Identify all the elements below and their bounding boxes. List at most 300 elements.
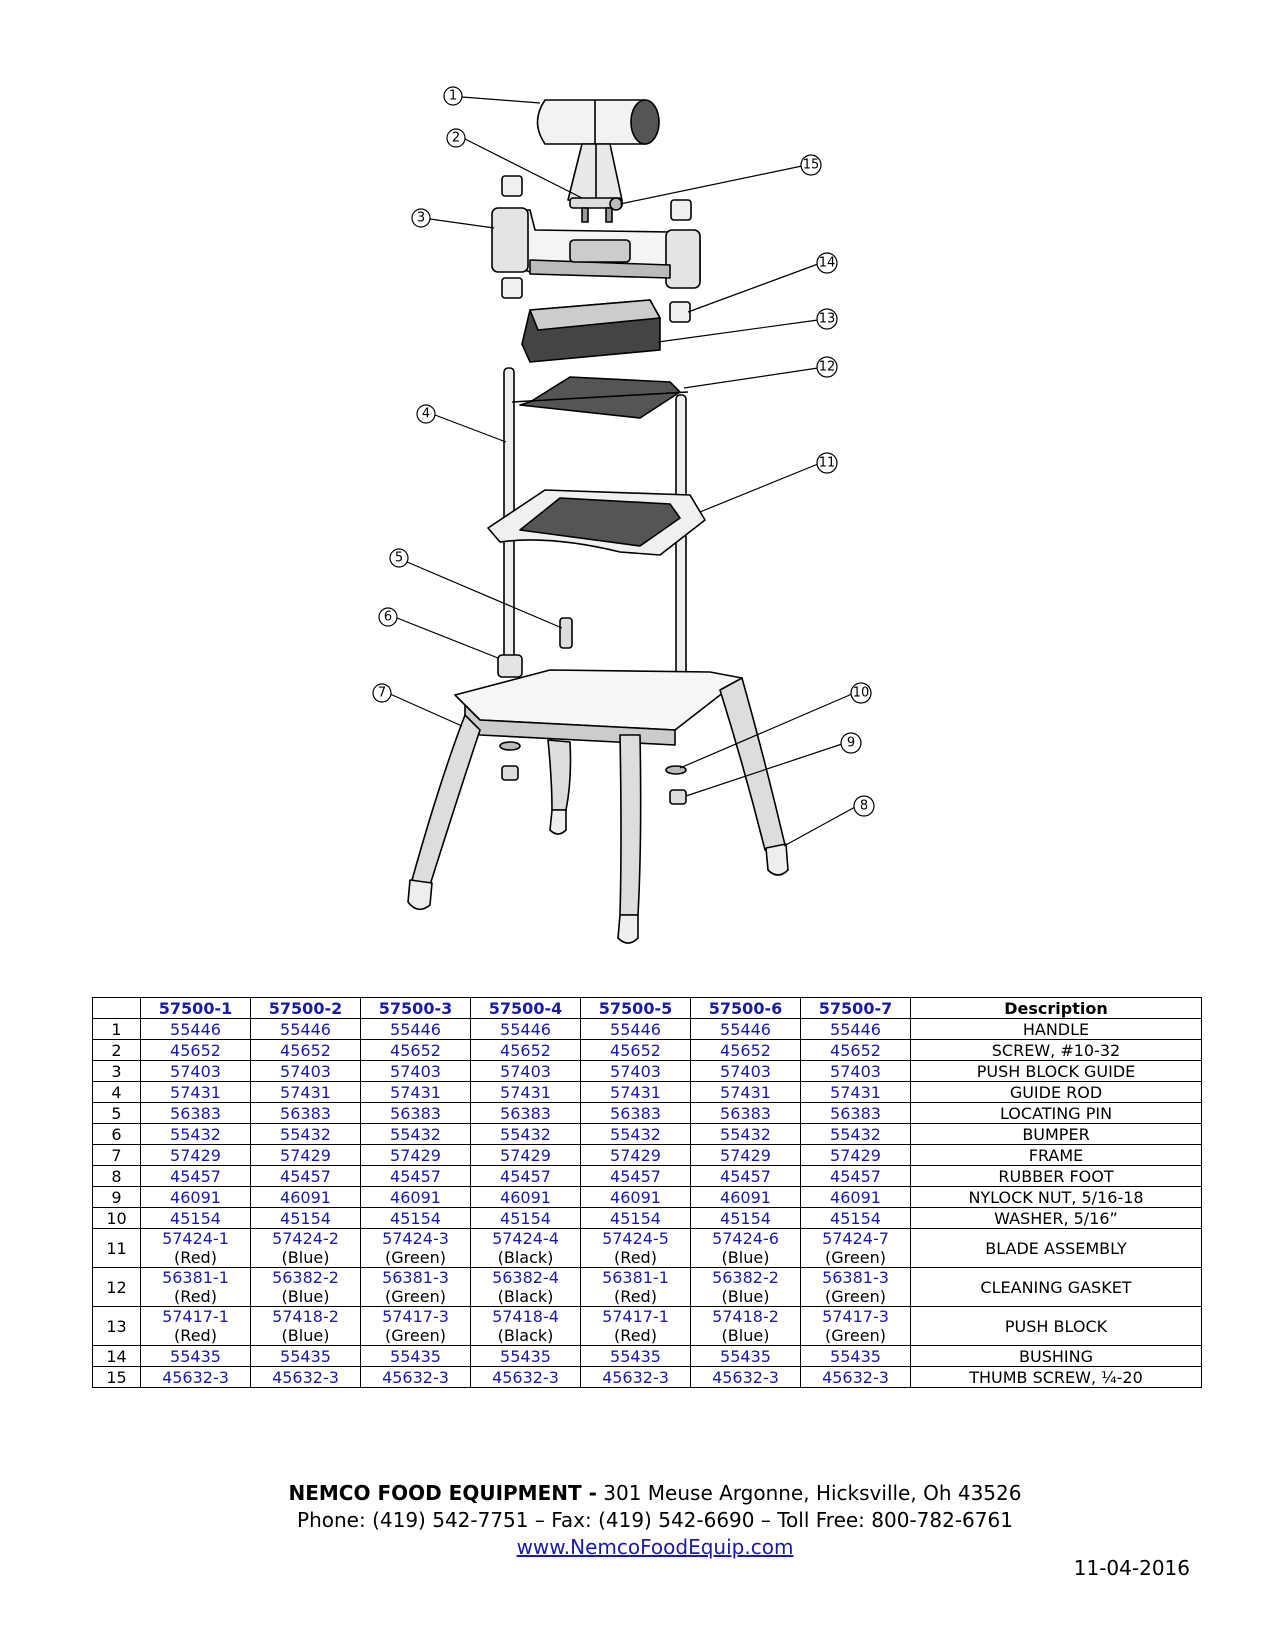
part-number-cell: [691, 1166, 801, 1187]
part-number-cell: [691, 1229, 801, 1268]
part-color: (Green): [385, 1287, 446, 1306]
part-number: 45652: [170, 1040, 221, 1060]
bumper-part: [498, 655, 522, 677]
model-column-header: 57500-4: [471, 998, 581, 1019]
part-color: (Red): [174, 1248, 217, 1267]
part-number-cell: [801, 1229, 911, 1268]
description-cell: RUBBER FOOT: [911, 1166, 1202, 1187]
part-number: 57417-3: [822, 1307, 889, 1326]
part-number-cell: [581, 1208, 691, 1229]
description-cell: HANDLE: [911, 1019, 1202, 1040]
part-number: 55446: [720, 1019, 771, 1039]
part-number: 55435: [720, 1346, 771, 1366]
item-number-cell: 8: [93, 1166, 141, 1187]
description-cell: GUIDE ROD: [911, 1082, 1202, 1103]
part-number-cell: [581, 1061, 691, 1082]
part-color: (Blue): [281, 1326, 330, 1345]
callout-label: 15: [802, 157, 820, 173]
part-number: 45457: [830, 1166, 881, 1186]
part-number: 57403: [500, 1061, 551, 1081]
part-color: (Blue): [721, 1287, 770, 1306]
part-number-cell: [581, 1187, 691, 1208]
part-number: 57424-1: [162, 1229, 229, 1248]
model-column-header: 57500-7: [801, 998, 911, 1019]
part-number: 45457: [390, 1166, 441, 1186]
part-number-cell: [471, 1367, 581, 1388]
item-number-cell: 3: [93, 1061, 141, 1082]
callout-label: 8: [859, 798, 869, 814]
company-name: NEMCO FOOD EQUIPMENT -: [288, 1481, 597, 1505]
description-cell: PUSH BLOCK GUIDE: [911, 1061, 1202, 1082]
part-number: 57429: [830, 1145, 881, 1165]
part-number: 57429: [170, 1145, 221, 1165]
part-number-cell: [691, 1367, 801, 1388]
part-number: 57424-3: [382, 1229, 449, 1248]
part-number: 45652: [830, 1040, 881, 1060]
part-number-cell: [141, 1268, 251, 1307]
part-number: 56382-2: [272, 1268, 339, 1287]
description-cell: BLADE ASSEMBLY: [911, 1229, 1202, 1268]
website-link[interactable]: www.NemcoFoodEquip.com: [516, 1535, 794, 1559]
part-number-cell: [361, 1229, 471, 1268]
part-number-cell: [691, 1103, 801, 1124]
part-number-cell: [251, 1208, 361, 1229]
description-cell: THUMB SCREW, ¼-20: [911, 1367, 1202, 1388]
part-number: 45632-3: [492, 1367, 559, 1387]
description-cell: PUSH BLOCK: [911, 1307, 1202, 1346]
part-color: (Black): [497, 1326, 554, 1345]
part-number-cell: [251, 1082, 361, 1103]
part-number-cell: [471, 1145, 581, 1166]
exploded-parts-diagram: [370, 80, 890, 960]
part-number: 55432: [170, 1124, 221, 1144]
part-number-cell: [471, 1103, 581, 1124]
part-number: 55446: [830, 1019, 881, 1039]
part-number: 45652: [610, 1040, 661, 1060]
part-number-cell: [581, 1145, 691, 1166]
callout-label: 3: [416, 210, 426, 226]
part-number-cell: [251, 1166, 361, 1187]
part-number: 46091: [280, 1187, 331, 1207]
part-number: 45652: [500, 1040, 551, 1060]
part-number: 56381-1: [162, 1268, 229, 1287]
part-color: (Red): [614, 1248, 657, 1267]
part-number-cell: [361, 1124, 471, 1145]
part-number: 45154: [830, 1208, 881, 1228]
part-number-cell: [251, 1040, 361, 1061]
nylock-nut-parts: [502, 766, 686, 804]
part-number-cell: [801, 1346, 911, 1367]
item-number-cell: 15: [93, 1367, 141, 1388]
part-number: 45457: [610, 1166, 661, 1186]
part-number: 45632-3: [272, 1367, 339, 1387]
part-number-cell: [471, 1307, 581, 1346]
table-row: [93, 1103, 1202, 1124]
part-number-cell: [361, 1061, 471, 1082]
item-number-cell: 10: [93, 1208, 141, 1229]
part-number-cell: [801, 1019, 911, 1040]
part-number: 45457: [500, 1166, 551, 1186]
callout-label: 9: [846, 735, 856, 751]
item-number-cell: 12: [93, 1268, 141, 1307]
part-number: 46091: [390, 1187, 441, 1207]
part-number-cell: [471, 1082, 581, 1103]
part-number-cell: [471, 1124, 581, 1145]
item-number-cell: 6: [93, 1124, 141, 1145]
part-number-cell: [471, 1208, 581, 1229]
part-number: 45652: [390, 1040, 441, 1060]
part-color: (Blue): [721, 1326, 770, 1345]
part-number-cell: [141, 1103, 251, 1124]
part-number: 57429: [500, 1145, 551, 1165]
part-number: 55432: [720, 1124, 771, 1144]
part-number-cell: [141, 1040, 251, 1061]
part-number: 57403: [720, 1061, 771, 1081]
part-number: 57431: [830, 1082, 881, 1102]
callout-label: 13: [818, 311, 836, 327]
part-number: 57429: [280, 1145, 331, 1165]
table-row: [93, 1268, 1202, 1307]
table-row: [93, 1229, 1202, 1268]
part-number: 57431: [390, 1082, 441, 1102]
part-number-cell: [801, 1208, 911, 1229]
part-number: 56381-3: [822, 1268, 889, 1287]
part-number-cell: [691, 1208, 801, 1229]
part-number-cell: [141, 1082, 251, 1103]
part-color: (Blue): [281, 1248, 330, 1267]
document-date: 11-04-2016: [1073, 1556, 1190, 1580]
part-number: 57418-2: [272, 1307, 339, 1326]
part-number-cell: [581, 1268, 691, 1307]
callout-label: 10: [852, 685, 870, 701]
part-number-cell: [251, 1145, 361, 1166]
part-number-cell: [471, 1187, 581, 1208]
part-number-cell: [801, 1268, 911, 1307]
table-row: [93, 1208, 1202, 1229]
part-number-cell: [141, 1187, 251, 1208]
part-number: 45154: [720, 1208, 771, 1228]
part-number-cell: [581, 1019, 691, 1040]
table-row: [93, 1061, 1202, 1082]
part-number: 57424-5: [602, 1229, 669, 1248]
part-number: 55446: [500, 1019, 551, 1039]
part-number-cell: [801, 1061, 911, 1082]
part-color: (Green): [825, 1248, 886, 1267]
part-number: 46091: [170, 1187, 221, 1207]
description-cell: BUSHING: [911, 1346, 1202, 1367]
part-number-cell: [361, 1103, 471, 1124]
part-number: 57417-1: [602, 1307, 669, 1326]
part-number-cell: [691, 1082, 801, 1103]
part-number: 56383: [610, 1103, 661, 1123]
item-number-cell: 4: [93, 1082, 141, 1103]
part-number-cell: [801, 1187, 911, 1208]
part-number-cell: [691, 1124, 801, 1145]
model-column-header: 57500-1: [141, 998, 251, 1019]
part-number: 57431: [500, 1082, 551, 1102]
part-number-cell: [361, 1268, 471, 1307]
description-cell: WASHER, 5/16”: [911, 1208, 1202, 1229]
part-number: 55446: [610, 1019, 661, 1039]
part-number: 57431: [610, 1082, 661, 1102]
part-number-cell: [471, 1061, 581, 1082]
part-number: 57429: [610, 1145, 661, 1165]
part-number: 57431: [170, 1082, 221, 1102]
part-number: 45457: [720, 1166, 771, 1186]
washer-parts: [500, 742, 686, 774]
part-number: 45632-3: [602, 1367, 669, 1387]
part-number: 45652: [720, 1040, 771, 1060]
part-number-cell: [251, 1367, 361, 1388]
part-number-cell: [361, 1019, 471, 1040]
part-number-cell: [251, 1124, 361, 1145]
part-number-cell: [691, 1307, 801, 1346]
part-number: 46091: [720, 1187, 771, 1207]
part-number: 55446: [280, 1019, 331, 1039]
blade-assembly-part: [488, 490, 705, 555]
part-number: 57403: [170, 1061, 221, 1081]
locating-pin-part: [560, 618, 572, 648]
part-number: 55435: [280, 1346, 331, 1366]
part-number-cell: [141, 1145, 251, 1166]
part-color: (Black): [497, 1248, 554, 1267]
table-row: [93, 1082, 1202, 1103]
part-number-cell: [361, 1307, 471, 1346]
callout-label: 4: [421, 406, 431, 422]
part-color: (Red): [614, 1287, 657, 1306]
part-number: 57417-3: [382, 1307, 449, 1326]
description-cell: SCREW, #10-32: [911, 1040, 1202, 1061]
part-number: 56381-1: [602, 1268, 669, 1287]
description-cell: FRAME: [911, 1145, 1202, 1166]
part-number-cell: [141, 1124, 251, 1145]
part-number: 45154: [610, 1208, 661, 1228]
part-number: 56383: [280, 1103, 331, 1123]
part-color: (Black): [497, 1287, 554, 1306]
part-number: 57424-7: [822, 1229, 889, 1248]
part-number-cell: [801, 1103, 911, 1124]
part-number-cell: [581, 1082, 691, 1103]
part-number: 57429: [720, 1145, 771, 1165]
part-number-cell: [801, 1124, 911, 1145]
part-color: (Red): [614, 1326, 657, 1345]
part-number-cell: [141, 1229, 251, 1268]
part-number-cell: [141, 1367, 251, 1388]
part-color: (Green): [825, 1326, 886, 1345]
part-number: 55435: [170, 1346, 221, 1366]
part-number: 55435: [500, 1346, 551, 1366]
part-number: 57403: [280, 1061, 331, 1081]
model-column-header: 57500-2: [251, 998, 361, 1019]
item-number-cell: 5: [93, 1103, 141, 1124]
part-number-cell: [471, 1268, 581, 1307]
table-row: [93, 1019, 1202, 1040]
description-cell: CLEANING GASKET: [911, 1268, 1202, 1307]
model-column-header: 57500-3: [361, 998, 471, 1019]
footer-contact-line: Phone: (419) 542-7751 – Fax: (419) 542-6690 – Toll Free: 800-782-6761: [297, 1508, 1013, 1532]
part-number-cell: [361, 1367, 471, 1388]
part-number-cell: [361, 1145, 471, 1166]
item-number-cell: 14: [93, 1346, 141, 1367]
part-number: 57403: [610, 1061, 661, 1081]
table-row: [93, 1145, 1202, 1166]
part-number: 57417-1: [162, 1307, 229, 1326]
part-number-cell: [141, 1166, 251, 1187]
callout-label: 2: [451, 130, 461, 146]
part-number: 55432: [280, 1124, 331, 1144]
part-number: 55432: [830, 1124, 881, 1144]
part-number-cell: [581, 1346, 691, 1367]
part-number: 45652: [280, 1040, 331, 1060]
description-column-header: Description: [911, 998, 1202, 1019]
part-number-cell: [141, 1307, 251, 1346]
part-number: 45632-3: [822, 1367, 889, 1387]
part-number: 56383: [720, 1103, 771, 1123]
table-row: [93, 1040, 1202, 1061]
part-number-cell: [691, 1268, 801, 1307]
part-number: 57403: [390, 1061, 441, 1081]
part-number: 45154: [170, 1208, 221, 1228]
table-header-row: [93, 998, 1202, 1019]
part-number: 45457: [170, 1166, 221, 1186]
part-number: 56383: [390, 1103, 441, 1123]
part-number-cell: [581, 1307, 691, 1346]
table-row: [93, 1346, 1202, 1367]
part-number: 57403: [830, 1061, 881, 1081]
part-number-cell: [471, 1019, 581, 1040]
part-number-cell: [581, 1229, 691, 1268]
part-number: 55435: [390, 1346, 441, 1366]
part-number: 45154: [280, 1208, 331, 1228]
part-number: 57429: [390, 1145, 441, 1165]
part-number: 55446: [390, 1019, 441, 1039]
cleaning-gasket-part: [512, 377, 688, 418]
part-number: 46091: [500, 1187, 551, 1207]
callout-label: 12: [818, 359, 836, 375]
part-number-cell: [471, 1346, 581, 1367]
callout-label: 11: [818, 455, 836, 471]
part-number-cell: [691, 1145, 801, 1166]
callout-label: 6: [383, 609, 393, 625]
table-row: [93, 1307, 1202, 1346]
part-number: 55432: [500, 1124, 551, 1144]
part-color: (Green): [825, 1287, 886, 1306]
callout-label: 5: [394, 550, 404, 566]
part-number-cell: [801, 1367, 911, 1388]
part-number-cell: [691, 1061, 801, 1082]
part-number-cell: [251, 1268, 361, 1307]
part-number: 56382-2: [712, 1268, 779, 1287]
part-color: (Red): [174, 1287, 217, 1306]
part-number-cell: [801, 1145, 911, 1166]
part-number-cell: [801, 1040, 911, 1061]
part-number: 56381-3: [382, 1268, 449, 1287]
callout-label: 1: [448, 88, 458, 104]
part-number-cell: [361, 1082, 471, 1103]
table-row: [93, 1187, 1202, 1208]
callout-label: 14: [818, 255, 836, 271]
part-number: 55435: [610, 1346, 661, 1366]
item-number-cell: 1: [93, 1019, 141, 1040]
part-number: 57424-4: [492, 1229, 559, 1248]
part-number-cell: [581, 1367, 691, 1388]
part-number: 55446: [170, 1019, 221, 1039]
part-number: 56383: [500, 1103, 551, 1123]
part-number-cell: [251, 1346, 361, 1367]
item-number-cell: 9: [93, 1187, 141, 1208]
part-number-cell: [471, 1229, 581, 1268]
description-cell: NYLOCK NUT, 5/16-18: [911, 1187, 1202, 1208]
part-number: 45154: [500, 1208, 551, 1228]
part-number-cell: [361, 1166, 471, 1187]
push-block-guide-part: [492, 208, 700, 288]
item-number-cell: 11: [93, 1229, 141, 1268]
part-number: 57431: [280, 1082, 331, 1102]
description-cell: LOCATING PIN: [911, 1103, 1202, 1124]
part-number: 56383: [170, 1103, 221, 1123]
part-number-cell: [801, 1082, 911, 1103]
part-color: (Green): [385, 1326, 446, 1345]
frame-part: [412, 670, 785, 915]
part-number: 46091: [830, 1187, 881, 1207]
part-number-cell: [691, 1040, 801, 1061]
table-row: [93, 1166, 1202, 1187]
part-number-cell: [141, 1208, 251, 1229]
page-footer: [0, 1480, 1275, 1561]
item-column-header: [93, 998, 141, 1019]
part-number: 57418-2: [712, 1307, 779, 1326]
part-number-cell: [251, 1103, 361, 1124]
part-number-cell: [801, 1307, 911, 1346]
part-number-cell: [471, 1040, 581, 1061]
part-number-cell: [801, 1166, 911, 1187]
model-column-header: 57500-6: [691, 998, 801, 1019]
part-number: 46091: [610, 1187, 661, 1207]
part-number-cell: [141, 1061, 251, 1082]
part-number-cell: [361, 1208, 471, 1229]
part-number-cell: [251, 1229, 361, 1268]
company-address: 301 Meuse Argonne, Hicksville, Oh 43526: [603, 1481, 1022, 1505]
part-number-cell: [251, 1019, 361, 1040]
part-number-cell: [581, 1103, 691, 1124]
part-number: 57431: [720, 1082, 771, 1102]
callout-label: 7: [377, 685, 387, 701]
part-number: 45632-3: [382, 1367, 449, 1387]
item-number-cell: 2: [93, 1040, 141, 1061]
part-number-cell: [471, 1166, 581, 1187]
table-row: [93, 1124, 1202, 1145]
part-number: 45632-3: [712, 1367, 779, 1387]
model-column-header: 57500-5: [581, 998, 691, 1019]
footer-address-line: [0, 1480, 1275, 1507]
parts-table: [92, 997, 1202, 1388]
part-number-cell: [691, 1019, 801, 1040]
part-number: 45457: [280, 1166, 331, 1186]
table-row: [93, 1367, 1202, 1388]
part-number: 55435: [830, 1346, 881, 1366]
part-number: 45632-3: [162, 1367, 229, 1387]
part-number-cell: [141, 1346, 251, 1367]
part-color: (Blue): [721, 1248, 770, 1267]
part-number: 45154: [390, 1208, 441, 1228]
part-number-cell: [251, 1061, 361, 1082]
part-number: 57424-6: [712, 1229, 779, 1248]
part-number: 55432: [390, 1124, 441, 1144]
part-number-cell: [581, 1124, 691, 1145]
part-number: 56382-4: [492, 1268, 559, 1287]
push-block-part: [522, 300, 660, 362]
part-color: (Red): [174, 1326, 217, 1345]
